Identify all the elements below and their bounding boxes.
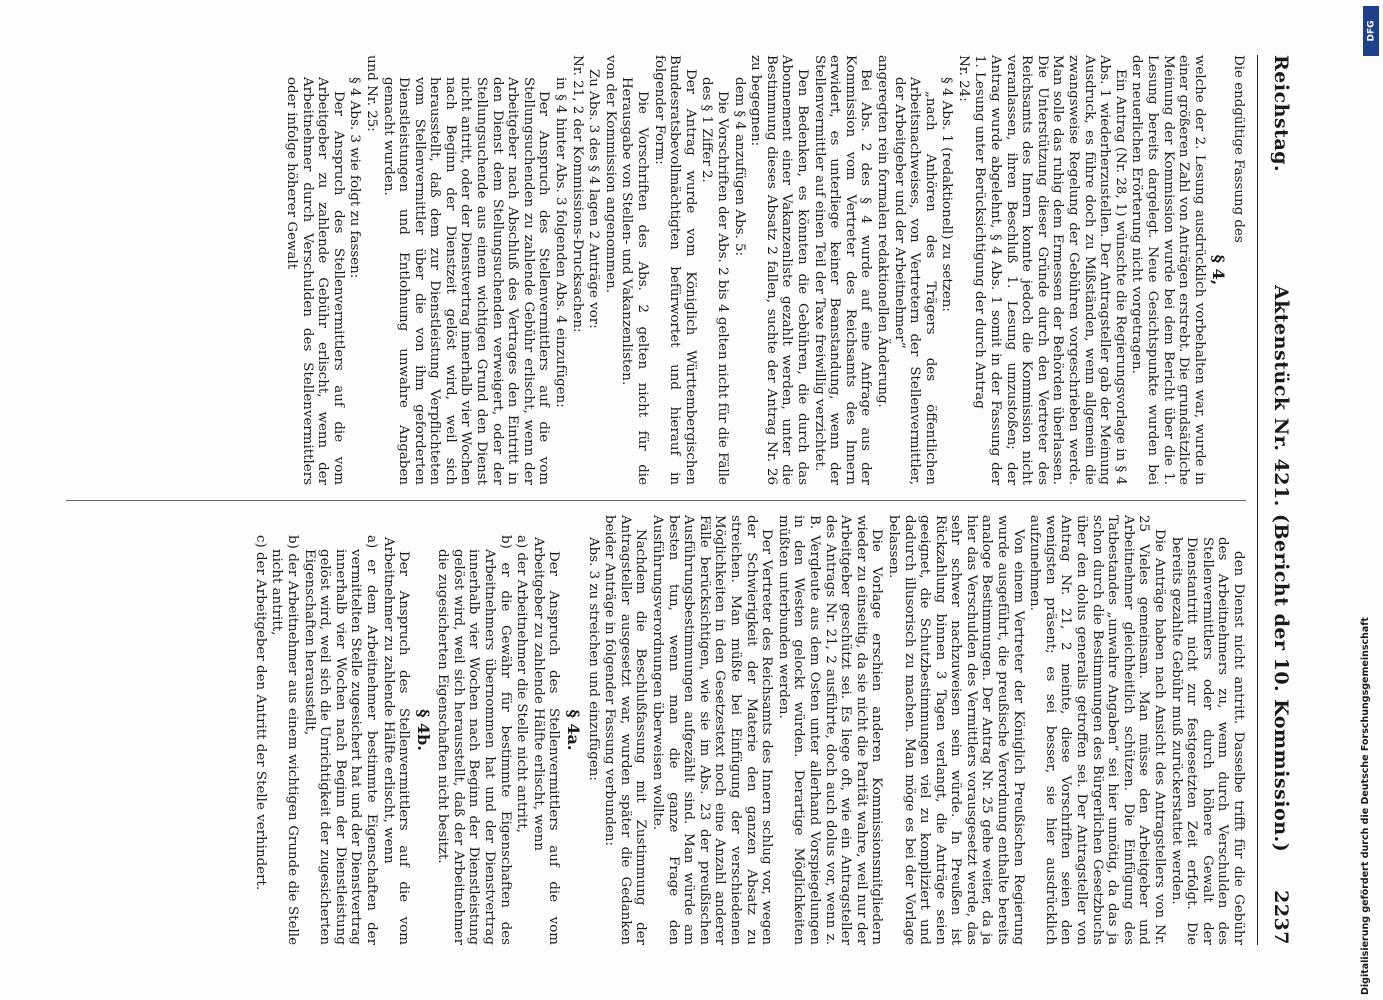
list-item: c) der Arbeitgeber den Antritt der Stelle verhindert. <box>252 535 268 891</box>
section-heading: § 4, <box>1209 254 1229 286</box>
paragraph: dem § 4 anzufügen Abs. 5: <box>731 77 747 257</box>
list-item: b) er die Gewähr für bestimmte Eigenschaften des Arbeitnehmers übernommen hat und der Dienstvertrag innerhalb vier Wochen nach Beginn der Dienstleistung gelöst wird, weil sich herausstellt, daß der Arbeitnehmer die zugesicherten Eigenschaften nicht besitzt. <box>435 535 513 945</box>
paragraph: Ein Antrag (Nr. 28, 1) wünschte die Regierungsvorlage in § 4 Abs. 1 wiederherzustellen. Der Antragsteller gab der Meinung Ausdruck, es führe doch zu Mißständen, wenn allgemein die zwangsweise Regelung der Gebühren vorgeschrieben werde. Man solle das ruhig dem Ermessen der Behörden überlassen. Die Unterstützung dieser Gründe durch den Vertreter des Reichsamts des Innern konnte jedoch die Kommission nicht veranlassen, ihren Beschluß 1. Lesung umzustoßen; der Antrag wurde abgelehnt, § 4 Abs. 1 somit in der Fassung der 1. Lesung unter Berücksichtigung der durch Antrag <box>972 55 1128 485</box>
section-heading: § 4b. <box>413 709 433 751</box>
section-heading: § 4a. <box>564 709 584 751</box>
paragraph: Die Vorschriften des Abs. 2 gelten nicht für die Herausgabe von Stellen- und Vakanzenlisten. <box>619 77 651 485</box>
paragraph: „nach Anhören des Trägers des öffentlichen Arbeitsnachweises, von Vertretern der Stellenvermittler, der Arbeitgeber und der Arbeitnehmer“ <box>891 77 938 485</box>
paragraph: Die Vorschriften der Abs. 2 bis 4 gelten nicht für die Fälle des § 1 Ziffer 2. <box>699 77 730 485</box>
paragraph: Der Anspruch des Stellenvermittlers auf die vom Arbeitgeber zu zahlende Hälfte erlischt, wenn <box>530 537 562 945</box>
side-margin <box>1352 0 1383 1000</box>
list-item: a) der Arbeitnehmer die Stelle nicht antritt, <box>514 535 530 833</box>
paragraph: Die Anträge haben nach Ansicht des Antragstellers von Nr. 25 Vieles gemeinsam. Man müsse den Arbeitgeber und Arbeitnehmer gleichheitlich schützen. Die Einfügung des Tatbestandes „unwahre Angaben“ sei hier unnötig, da das ja schon durch die Bestimmungen des Bürgerlichen Gesetzbuchs über den dolus generalis getroffen sei. Der Antragsteller von Antrag Nr. 21, 2 meinte, diese Vorschriften seien den wenigsten präsent; es sei besser, sie hier ausdrücklich aufzunehmen. <box>1027 515 1168 945</box>
paragraph: Die Vorlage erschien anderen Kommissionsmitgliedern wieder zu einseitig, da sie nicht die Parität wahre, weil nur der Arbeitgeber geschützt sei. Es liege oft, wie ein Antragsteller des Antrags Nr. 21, 2 ausführte, doch auch dolus vor, wenn z. B. Vergleute aus dem Osten unter allerhand Vorspiegelungen in den Westen gelockt würden. Derartige Möglichkeiten müßten unterbunden werden. <box>775 515 885 945</box>
page-number: 2237 <box>1270 890 1292 945</box>
paragraph: Der Antrag wurde vom Königlich Württembergischen Bundesratsbevollmächtigten befürwortet und hierauf in folgender Form: <box>651 55 698 485</box>
right-column <box>251 515 1246 945</box>
paragraph: Nr. 21, 2 der Kommissions-Drucksachen: <box>569 55 585 333</box>
paragraph: in § 4 hinter Abs. 3 folgenden Abs. 4 einzufügen: <box>553 77 569 408</box>
paragraph: Nr. 24: <box>955 55 971 102</box>
paragraph: Der Anspruch des Stellenvermittlers auf die vom Arbeitnehmer zu zahlende Hälfte erlischt, wenn <box>380 537 412 945</box>
paragraph: Von einem Vertreter der Königlich Preußischen Regierung wurde ausgeführt, die preußische Verordnung enthalte bereits analoge Bestimmungen. Der Antrag Nr. 25 gehe weiter, da ja hier das Verschulden des Vermittlers vorausgesetzt werde, das sehr schwer nachzuweisen sein würde. In Preußen ist Rückzahlung binnen 3 Tagen verlangt, die Anträge seien geeignet, die Schutzbestimmungen viel zu kompliziert und dadurch illusorisch zu machen. Man möge es bei der Vorlage belassen. <box>885 515 1026 945</box>
funding-note: Digitalisierung gefördert durch die Deutsche Forschungsgemeinschaft <box>1360 617 1371 995</box>
column-divider <box>66 500 1246 501</box>
paragraph: Zu Abs. 3 des § 4 lagen 2 Anträge vor: <box>586 69 602 329</box>
paragraph: § 4 Abs. 1 (redaktionell) zu setzen: <box>939 77 955 312</box>
paragraph: von der Kommission angenommen. <box>602 55 618 294</box>
dfg-logo: DFG <box>1363 6 1379 56</box>
page-content <box>58 55 1298 945</box>
list-item: b) der Arbeitnehmer aus einem wichtigen Grunde die Stelle nicht antritt, <box>269 535 300 945</box>
paragraph: Nachdem die Beschlußfassung mit Zustimmung der Antragsteller ausgesetzt war, wurden später die Gedanken beider Anträge in folgender Fassung verbunden: <box>602 515 649 945</box>
paragraph: § 4 Abs. 3 wie folgt zu fassen: <box>347 77 363 279</box>
paragraph: Bei Abs. 2 des § 4 wurde auf eine Anfrage aus der Kommission vom Vertreter des Reichsamts des Innern erwidert, es unterliege keiner Beanstandung, wenn der Stellenvermittler auf einen Teil der Taxe freiwillig verzichtet. <box>811 55 874 485</box>
paragraph: Abs. 3 zu streichen und einzufügen: <box>585 537 601 781</box>
paragraph: Die endgültige Fassung des <box>1231 55 1246 243</box>
paragraph: angeregten rein formalen redaktionellen Änderung. <box>874 55 890 408</box>
paragraph: Den Bedenken, es könnten die Gebühren, die durch das Abonnement einer Vakanzenliste gezahlt werden, unter die Bestimmung dieses Absatz 2 fallen, suchte der Antrag Nr. 26 zu begegnen: <box>748 55 810 485</box>
paragraph: Der Anspruch des Stellenvermittlers auf die vom Stellungsuchenden zu zahlende Gebühr erlischt, wenn der Arbeitgeber nach Abschluß des Vertrages den Eintritt in den Dienst dem Stellungsuchenden verweigert, oder der Stellungsuchende aus einem wichtigen Grund den Dienst nicht antritt, oder der Dienstvertrag innerhalb vier Wochen nach Beginn der Dienstzeit gelöst wird, weil sich herausstellt, daß dem zur Dienstleistung Verpflichteten vom Stellenvermittler über die von ihm geforderten Dienstleistungen und Entlohnung unwahre Angaben gemacht wurden. <box>380 77 552 485</box>
paragraph: Der Anspruch des Stellenvermittlers auf die vom Arbeitgeber zu zahlende Gebühr erlischt, wenn der Arbeitnehmer durch Verschulden des Stellenvermittlers oder infolge höherer Gewalt <box>283 77 346 485</box>
list-item: a) er dem Arbeitnehmer bestimmte Eigenschaften der vermittelten Stelle zugesichert hat und der Dienstvertrag innerhalb vier Wochen nach Beginn der Dienstleistung gelöst wird, weil sich die Unrichtigkeit der zugesicherten Eigenschaften herausstellt, <box>301 535 379 945</box>
paragraph: und Nr. 25: <box>363 55 379 132</box>
header-document-title: Aktenstück Nr. 421. (Bericht der 10. Kommission.) <box>1270 285 1292 853</box>
header-left-title: Reichstag. <box>1270 55 1292 173</box>
left-column <box>282 55 1246 485</box>
paragraph: Der Vertreter des Reichsamts des Innern schlug vor, wegen der Schwierigkeit der Materie den ganzen Absatz zu streichen. Man müßte bei Einfügung der verschiedenen Möglichkeiten in den Gesetzestext noch eine Anzahl anderer Fälle berücksichtigen, wie sie im Abs. 23 der preußischen Ausführungsbestimmungen aufgezählt sind. Man würde am besten tun, wenn man die ganze Frage den Ausführungsverordnungen überweisen wollte. <box>650 515 775 945</box>
page-header <box>1257 55 1298 945</box>
paragraph: den Dienst nicht antritt. Dasselbe trifft für die Gebühr des Arbeitnehmers zu, wenn durch Verschulden des Stellenvermittlers oder durch höhere Gewalt der Dienstantritt nicht zur festgesetzten Zeit erfolgt. Die bereits gezahlte Gebühr muß zurückerstattet werden. <box>1168 537 1246 945</box>
paragraph: welche der 2. Lesung ausdrücklich vorbehalten war, wurde in einer größeren Zahl von Anträgen erstrebt. Die grundsätzliche Meinung der Kommission wurde bei dem Bericht über die 1. Lesung bereits dargelegt. Neue Gesichtspunkte wurden bei der neuerlichen Erörterung nicht vorgetragen. <box>1129 55 1207 485</box>
